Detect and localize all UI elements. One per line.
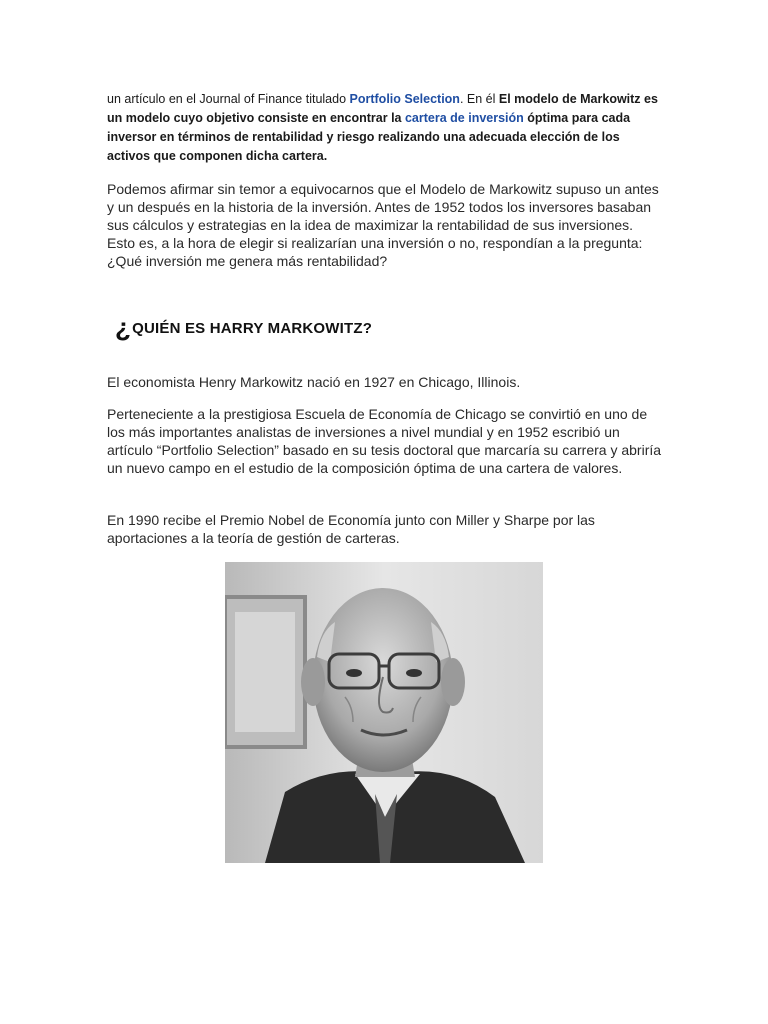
portrait-photo: [225, 562, 543, 863]
portfolio-selection-link[interactable]: Portfolio Selection: [349, 92, 460, 106]
portrait-image: [225, 562, 543, 863]
paragraph-modelo: Podemos afirmar sin temor a equivocarnos que el Modelo de Markowitz supuso un antes y un después en la historia de la inversión. Antes de 1952 todos los inversores basaban sus cálculos y estrategias en la idea de maximizar la rentabilidad de sus inversiones. Esto es, a la hora de elegir si realizarían una inversión o no, respondían a la pregunta: ¿Qué inversión me genera más rentabilidad?: [107, 181, 659, 269]
document-body: [107, 90, 662, 546]
paragraph-nobel: En 1990 recibe el Premio Nobel de Economía junto con Miller y Sharpe por las aportaciones a la teoría de gestión de carteras.: [107, 512, 595, 546]
intro-paragraph: [107, 90, 662, 166]
heading-text: QUIÉN ES HARRY MARKOWITZ?: [132, 320, 373, 337]
cartera-de-inversion-link[interactable]: cartera de inversión: [404, 111, 524, 125]
intro-bold-1: El modelo de Markowitz es un modelo cuyo objetivo consiste en encontrar la: [107, 92, 658, 125]
section-heading: [115, 312, 372, 343]
intro-lead: un artículo en el Journal of Finance titulado: [107, 92, 350, 106]
intro-mid: . En él: [459, 92, 499, 106]
paragraph-birth: El economista Henry Markowitz nació en 1927 en Chicago, Illinois.: [107, 374, 521, 390]
heading-question-mark: ¿: [115, 312, 132, 342]
intro-bold-2: óptima para cada inversor en términos de rentabilidad y riesgo realizando una adecuada elección de los activos que componen dicha cartera.: [107, 111, 631, 163]
paragraph-career: Perteneciente a la prestigiosa Escuela de Economía de Chicago se convirtió en uno de los más importantes analistas de inversiones a nivel mundial y en 1952 escribió un artículo “Portfolio Selection” basado en su tesis doctoral que marcaría su carrera y abriría un nuevo campo en el estudio de la composición óptima de una cartera de valores.: [107, 406, 662, 476]
